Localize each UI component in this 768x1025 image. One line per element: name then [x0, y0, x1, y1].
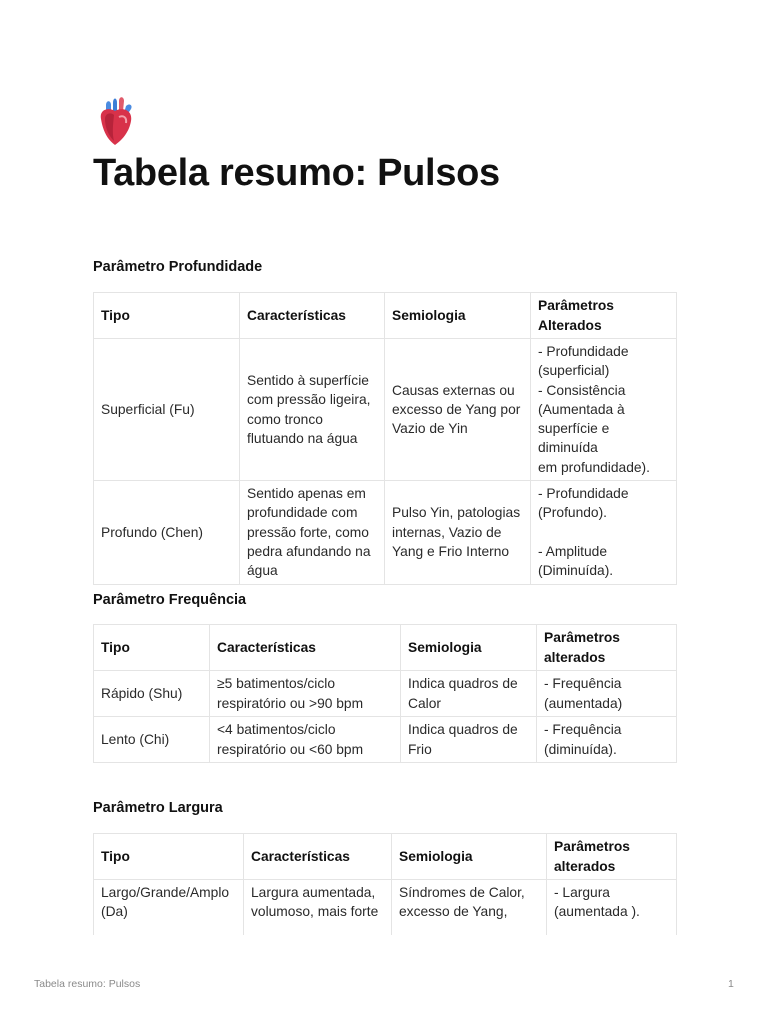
section-title-frequencia: Parâmetro Frequência: [93, 592, 247, 608]
header-cell: Semiologia: [392, 834, 547, 880]
section-title-largura: Parâmetro Largura: [93, 800, 223, 816]
table-cell: Profundo (Chen): [94, 481, 240, 584]
header-cell: Parâmetros Alterados: [531, 293, 677, 339]
footer-page-number: 1: [728, 978, 734, 990]
page-title: Tabela resumo: Pulsos: [93, 152, 500, 194]
table-cell: Sentido à superfície com pressão ligeira, como tronco flutuando na água: [240, 339, 385, 481]
header-cell: Características: [210, 625, 401, 671]
table-cell: - Frequência (aumentada): [537, 671, 677, 717]
table-cell: Superficial (Fu): [94, 339, 240, 481]
table-cell: Largo/Grande/Amplo (Da): [94, 880, 244, 970]
table-cell: Síndromes de Calor, excesso de Yang,: [392, 880, 547, 970]
table-cell: Pulso Yin, patologias internas, Vazio de Yang e Frio Interno: [385, 481, 531, 584]
table-cell: - Largura (aumentada ).: [547, 880, 677, 970]
header-cell: Parâmetros alterados: [537, 625, 677, 671]
header-cell: Tipo: [94, 625, 210, 671]
table-header-row: [94, 293, 677, 339]
table-cell: <4 batimentos/ciclo respiratório ou <60 bpm: [210, 717, 401, 763]
table-cell: Causas externas ou excesso de Yang por Vazio de Yin: [385, 339, 531, 481]
header-cell: Tipo: [94, 834, 244, 880]
header-cell: Semiologia: [401, 625, 537, 671]
table-cell: Lento (Chi): [94, 717, 210, 763]
table-cell: - Profundidade (superficial) - Consistência (Aumentada à superfície e diminuída em profundidade).: [531, 339, 677, 481]
table-cell: Indica quadros de Calor: [401, 671, 537, 717]
table-row: [94, 671, 677, 717]
table-header-row: [94, 834, 677, 880]
header-cell: Características: [240, 293, 385, 339]
header-cell: Características: [244, 834, 392, 880]
header-cell: Semiologia: [385, 293, 531, 339]
page-break-mask: [93, 935, 677, 1025]
header-cell: Parâmetros alterados: [547, 834, 677, 880]
header-cell: Tipo: [94, 293, 240, 339]
table-cell: - Profundidade (Profundo). - Amplitude (Diminuída).: [531, 481, 677, 584]
table-frequencia: [93, 624, 677, 763]
table-row: [94, 481, 677, 584]
table-profundidade: [93, 292, 677, 585]
table-cell: Indica quadros de Frio: [401, 717, 537, 763]
table-header-row: [94, 625, 677, 671]
section-title-profundidade: Parâmetro Profundidade: [93, 259, 263, 275]
table-cell: ≥5 batimentos/ciclo respiratório ou >90 bpm: [210, 671, 401, 717]
table-cell: Sentido apenas em profundidade com pressão forte, como pedra afundando na água: [240, 481, 385, 584]
table-row: [94, 717, 677, 763]
footer-title: Tabela resumo: Pulsos: [34, 978, 141, 990]
table-cell: - Frequência (diminuída).: [537, 717, 677, 763]
table-cell: Rápido (Shu): [94, 671, 210, 717]
table-cell: Largura aumentada, volumoso, mais forte: [244, 880, 392, 970]
anatomical-heart-icon: [93, 95, 139, 147]
table-row: [94, 339, 677, 481]
